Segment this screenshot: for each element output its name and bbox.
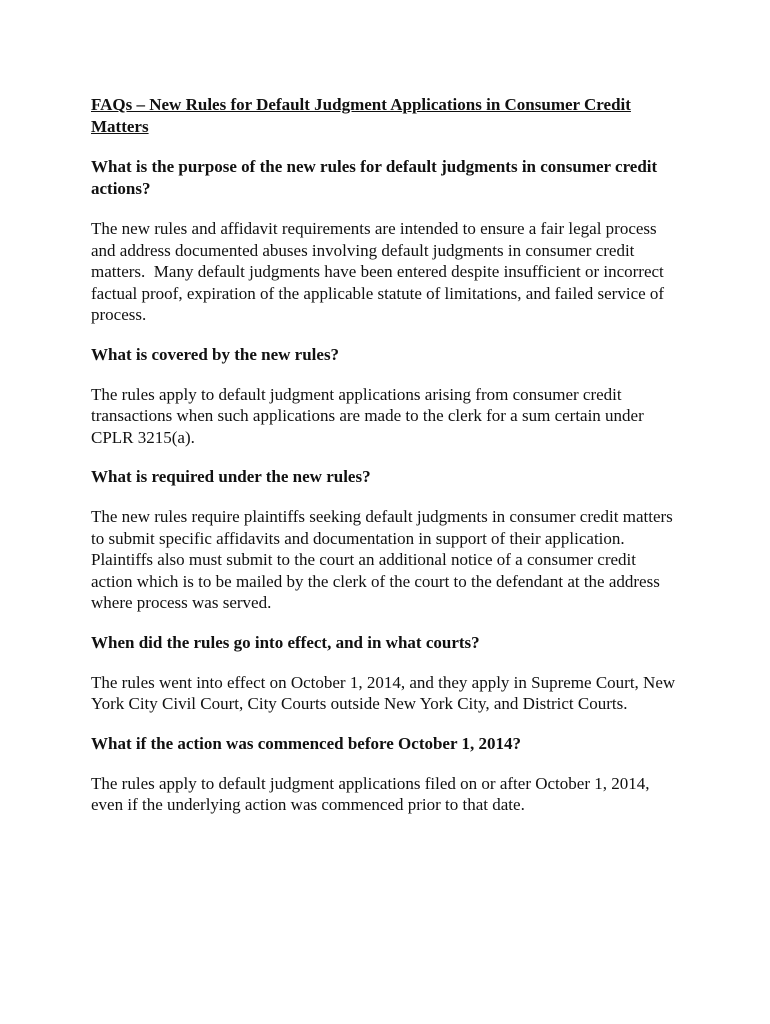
faq-question: What is covered by the new rules? [91, 344, 340, 364]
faq-item-coverage [91, 344, 681, 449]
faq-item-purpose [91, 156, 681, 326]
faq-item-effective-date [91, 632, 681, 715]
document-page [91, 94, 681, 834]
faq-question: What is required under the new rules? [91, 467, 371, 486]
faq-item-requirements [91, 466, 681, 614]
faq-answer: The new rules require plaintiffs seeking default judgments in consumer credit matters to submit specific affidavits and documentation in support of their application. Plaintiffs also must submit to the court an additional notice of a consumer credit action which is to be mailed by the clerk of the court to the defendant at the address where process was served. [91, 507, 678, 612]
faq-question: What is the purpose of the new rules for default judgments in consumer credit actions? [91, 157, 658, 198]
faq-answer: The rules apply to default judgment applications arising from consumer credit transactions when such applications are made to the clerk for a sum certain under CPLR 3215(a). [91, 384, 644, 447]
faq-answer: The rules apply to default judgment applications filed on or after October 1, 2014, even if the underlying action was commenced prior to that date. [91, 773, 650, 814]
faq-answer: The new rules and affidavit requirements are intended to ensure a fair legal process and address documented abuses involving default judgments in consumer credit matters. Many default judgments have been entered despite insufficient or incorrect factual proof, expiration of the applicable statute of limitations, and failed service of process. [91, 219, 669, 324]
faq-question: What if the action was commenced before October 1, 2014? [91, 733, 521, 753]
faq-answer: The rules went into effect on October 1, 2014, and they apply in Supreme Court, New York City Civil Court, City Courts outside New York City, and District Courts. [91, 672, 676, 713]
faq-question: When did the rules go into effect, and in what courts? [91, 632, 480, 652]
document-title: FAQs – New Rules for Default Judgment Applications in Consumer Credit Matters [91, 95, 631, 136]
faq-item-prior-actions [91, 733, 681, 816]
